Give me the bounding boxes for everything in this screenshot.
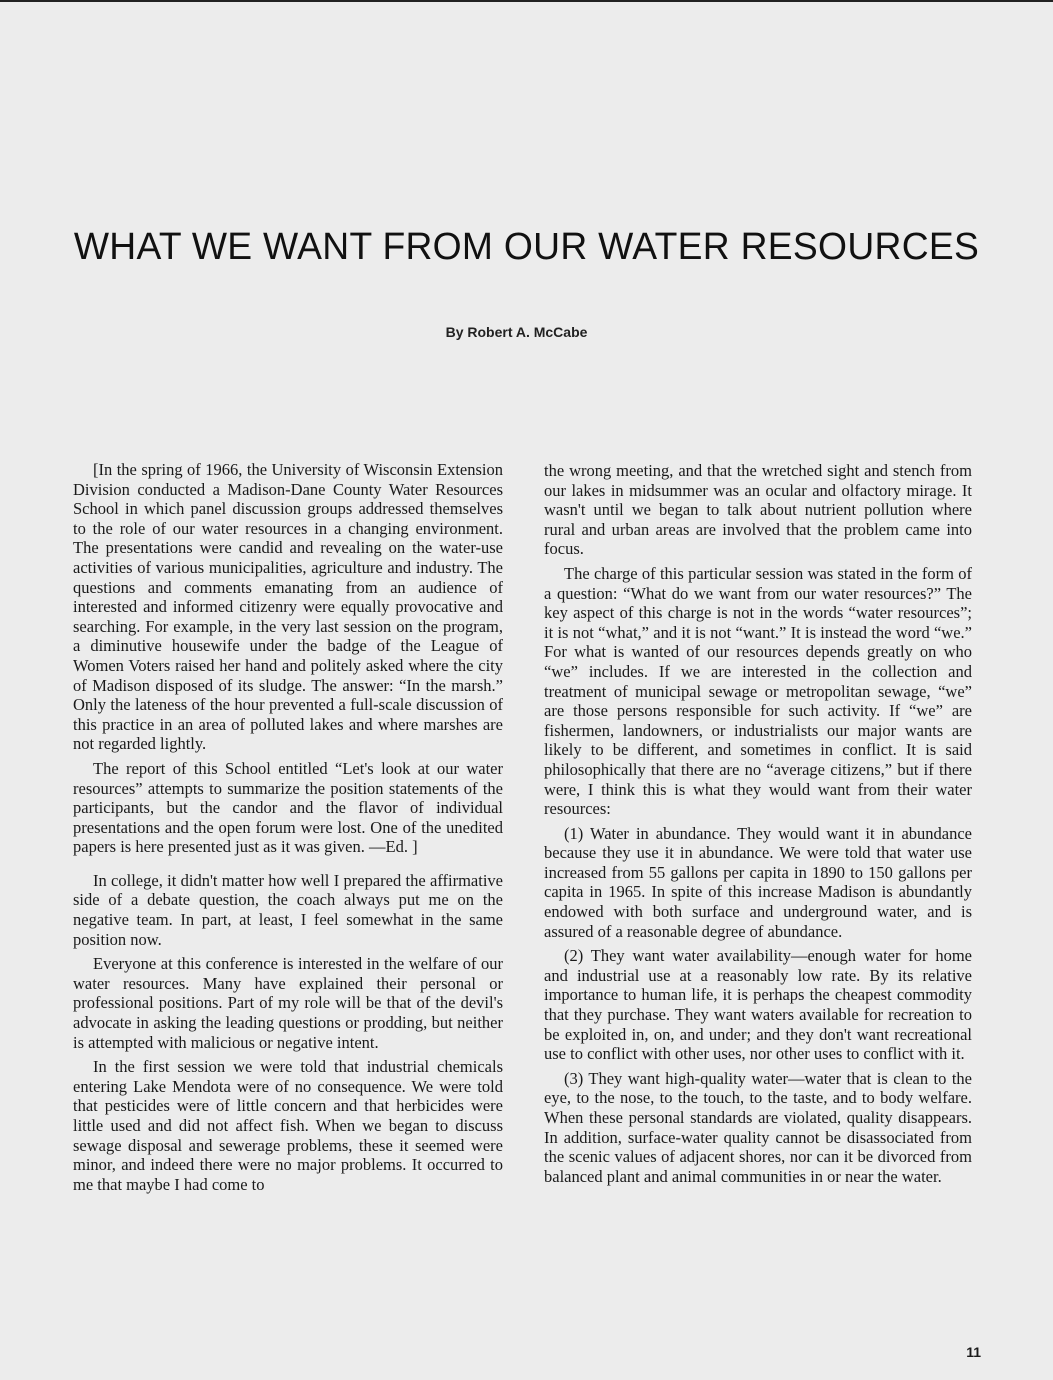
- body-paragraph: the wrong meeting, and that the wretched sight and stench from our lakes in midsummer was an ocular and olfactory mirage. It wasn't until we began to talk about nutrient pollution where rural and urban areas are involved that the problem came into focus.: [544, 461, 972, 559]
- left-column: [73, 460, 503, 1199]
- body-paragraph: In the first session we were told that industrial chemicals entering Lake Mendota were of no consequence. We were told that pesticides were of little concern and that herbicides were little used and did not affect fish. When we began to discuss sewage disposal and sewerage problems, these it seemed were minor, and indeed there were no major problems. It occurred to me that maybe I had come to: [73, 1057, 503, 1194]
- scan-edge: [0, 0, 1053, 2]
- page-number: 11: [966, 1344, 981, 1360]
- body-paragraph: Everyone at this conference is interested in the welfare of our water resources. Many have explained their personal or professional positions. Part of my role will be that of the devil's advocate in asking the leading questions or prodding, but neither is attempted with malicious or negative intent.: [73, 954, 503, 1052]
- editor-note-paragraph-1: [In the spring of 1966, the University of Wisconsin Extension Division conducted a Madison-Dane County Water Resources School in which panel discussion groups addressed themselves to the role of our water resources in a changing environment. The presentations were candid and revealing on the water-use activities of various municipalities, agriculture and industry. The questions and comments emanating from an audience of interested and informed citizenry were equally provocative and searching. For example, in the very last session on the program, a diminutive housewife under the badge of the League of Women Voters raised her hand and politely asked where the city of Madison disposed of its sludge. The answer: “In the marsh.” Only the lateness of the hour prevented a full-scale discussion of this practice in an area of polluted lakes and where marshes are not regarded lightly.: [73, 460, 503, 754]
- article-byline: By Robert A. McCabe: [445, 324, 588, 340]
- right-column: [544, 461, 972, 1191]
- numbered-paragraph-1: (1) Water in abundance. They would want it in abundance because they use it in abundance. We were told that water use increased from 55 gallons per capita in 1890 to 150 gallons per capita in 1965. In spite of this increase Madison is abundantly endowed with both surface and underground water, and is assured of a reasonable degree of abundance.: [544, 823, 972, 941]
- numbered-paragraph-3: (3) They want high-quality water—water that is clean to the eye, to the nose, to the touch, to the taste, and to body welfare. When these personal standards are violated, quality disappears. In addition, surface-water quality cannot be disassociated from the scenic values of adjacent shores, nor can it be divorced from balanced plant and animal communities in or near the water.: [544, 1068, 972, 1186]
- body-paragraph: In college, it didn't matter how well I prepared the affirmative side of a debate question, the coach always put me on the negative team. In part, at least, I feel somewhat in the same position now.: [73, 870, 503, 949]
- body-paragraph: The charge of this particular session was stated in the form of a question: “What do we want from our water resources?” The key aspect of this charge is not in the words “water resources”; it is not “what,” and it is not “want.” It is instead the word “we.” For what is wanted of our resources depends greatly on who “we” includes. If we are interested in the collection and treatment of municipal sewage or metropolitan sewage, “we” are those persons responsible for such activity. If “we” are fishermen, landowners, or industrialists our major wants are likely to be different, and sometimes in conflict. It is said philosophically that there are no “average citizens,” but if there were, I think this is what they would want from their water resources:: [544, 563, 972, 819]
- editor-note-paragraph-2: The report of this School entitled “Let's look at our water resources” attempts to summarize the position statements of the participants, but the candor and the flavor of individual presentations and the open forum were lost. One of the unedited papers is here presented just as it was given. —Ed. ]: [73, 758, 503, 857]
- article-title: WHAT WE WANT FROM OUR WATER RESOURCES: [73, 226, 980, 268]
- numbered-paragraph-2: (2) They want water availability—enough water for home and industrial use at a reasonably low rate. By its relative importance to human life, it is perhaps the cheapest commodity that they purchase. They want waters available for recreation to be exploited in, on, and under; and they don't want recreational use to conflict with other uses, nor other uses to conflict with it.: [544, 946, 972, 1064]
